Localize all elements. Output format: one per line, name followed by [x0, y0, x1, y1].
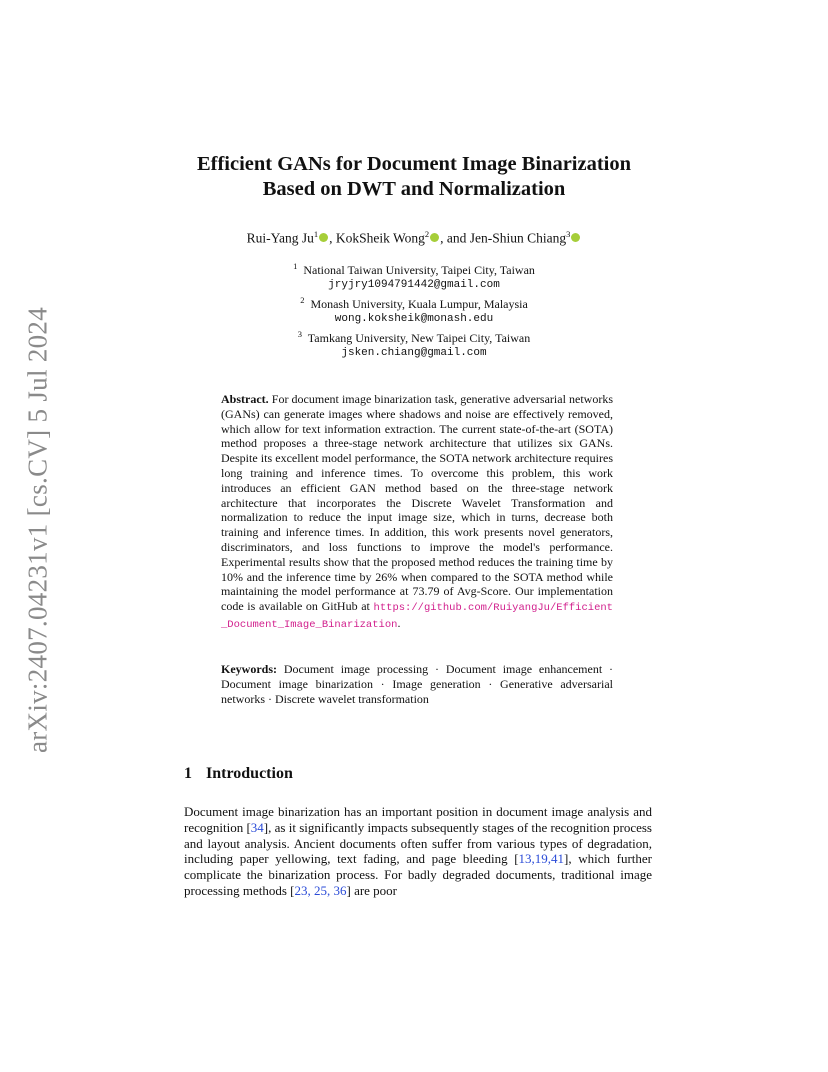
- affiliation-3: [150, 327, 678, 346]
- citation-link[interactable]: 34: [250, 819, 264, 835]
- affiliation-email: jryjry1094791442@gmail.com: [328, 279, 500, 291]
- section-number: 1: [184, 765, 192, 782]
- affiliation-mark: 2: [300, 295, 305, 305]
- author-separator: ,: [329, 230, 336, 246]
- title-line-1: Efficient GANs for Document Image Binarization: [196, 153, 632, 175]
- author-name: KokSheik Wong: [335, 230, 425, 246]
- paper-title: [150, 152, 678, 202]
- affiliation-1: [150, 259, 678, 278]
- intro-text: Document image binarization has an important position in document image analysis and recognition [: [184, 804, 652, 835]
- keywords: [221, 662, 613, 707]
- arxiv-identifier-text: arXiv:2407.04231v1 [cs.CV] 5 Jul 2024: [22, 306, 53, 754]
- introduction-paragraph: [184, 804, 652, 899]
- abstract-label: Abstract.: [221, 392, 269, 406]
- keywords-label: Keywords:: [221, 662, 277, 676]
- author-mark: 1: [313, 229, 319, 239]
- affiliation-institution: Tamkang University, New Taipei City, Taiwan: [307, 331, 531, 345]
- affiliation-email: jsken.chiang@gmail.com: [341, 347, 487, 359]
- affiliation-mark: 3: [297, 329, 302, 339]
- section-heading: [184, 765, 293, 783]
- affiliation-2: [150, 293, 678, 312]
- citation-link[interactable]: 13,19,41: [518, 851, 565, 867]
- abstract-text: For document image binarization task, generative adversarial networks (GANs) can generate images where shadows and noise are effectively removed, which allow for text information extraction. The current state-of-the-art (SOTA) method proposes a three-stage network architecture that utilizes six GANs. Despite its excellent model performance, the SOTA network architecture requires long training and inference times. To overcome this problem, this work introduces an efficient GAN method based on the three-stage network architecture that incorporates the Discrete Wavelet Transformation and normalization to reduce the input image size, which in turns, decrease both training and inference times. In addition, this work presents novel generators, discriminators, and loss functions to improve the model's performance. Experimental results show that the proposed method reduces the training time by 10% and the inference time by 26% when compared to the SOTA method while maintaining the model performance at 73.79 of Avg-Score. Our implementation code is available on GitHub at: [221, 392, 614, 614]
- orcid-icon[interactable]: [430, 233, 439, 242]
- author-separator: , and: [440, 230, 470, 246]
- author-mark: 2: [424, 229, 430, 239]
- affiliation-institution: Monash University, Kuala Lumpur, Malaysia: [310, 297, 528, 311]
- intro-text: ], as it significantly impacts subsequently stages of the recognition process and layout analysis. Ancient documents often suffer from various types of degradation, including paper yellowing, text fading, and page bleeding [: [184, 819, 652, 867]
- abstract-end: .: [397, 615, 401, 630]
- title-line-2: Based on DWT and Normalization: [262, 178, 566, 200]
- orcid-icon[interactable]: [319, 233, 328, 242]
- orcid-icon[interactable]: [571, 233, 580, 242]
- keywords-text: Document image processing · Document image enhancement · Document image binarization · Image generation · Generative adversarial networks · Discrete wavelet transformation: [221, 662, 614, 706]
- intro-text: ], which further complicate the binarization process. For badly degraded documents, traditional image processing methods [: [184, 851, 653, 898]
- author-list: [150, 229, 678, 247]
- arxiv-identifier: [8, 300, 68, 760]
- affiliation-email: wong.koksheik@monash.edu: [334, 313, 494, 325]
- citation-link[interactable]: 23, 25, 36: [294, 882, 347, 898]
- affiliation-institution: National Taiwan University, Taipei City, Taiwan: [303, 263, 535, 277]
- intro-text: ] are poor: [346, 882, 398, 898]
- author-name: Jen-Shiun Chiang: [469, 230, 567, 246]
- author-mark: 3: [566, 229, 571, 239]
- author-name: Rui-Yang Ju: [246, 230, 314, 246]
- abstract: [221, 392, 613, 633]
- github-link[interactable]: https://github.com/RuiyangJu/Efficient_Document_Image_Binarization: [221, 602, 613, 631]
- affiliations: [150, 259, 678, 361]
- section-title: Introduction: [206, 765, 293, 782]
- affiliation-mark: 1: [293, 261, 298, 271]
